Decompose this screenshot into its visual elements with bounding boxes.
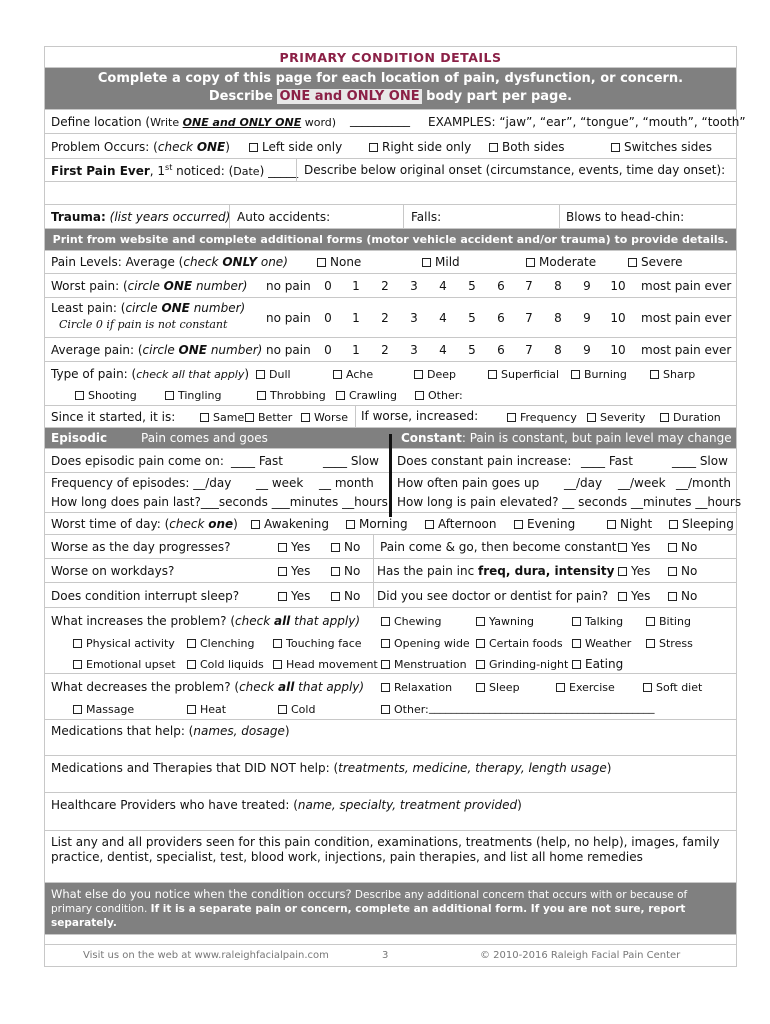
scale-number[interactable]: 3 [410, 343, 418, 357]
form-title: PRIMARY CONDITION DETAILS [44, 46, 737, 68]
pain-increase-no-checkbox[interactable]: No [668, 564, 697, 578]
notice-sub: Describe any additional concern that occurs with or because of primary condition. [51, 889, 688, 915]
scale-number[interactable]: 7 [525, 279, 533, 293]
worse-day-label: Worse as the day progresses? [51, 540, 231, 554]
scale-number[interactable]: 5 [468, 343, 476, 357]
constant-slow-field[interactable]: ____ Slow [672, 454, 728, 468]
episodic-label: Episodic [51, 431, 108, 445]
providers-field[interactable] [44, 793, 737, 831]
time-night-checkbox[interactable]: Night [607, 517, 652, 531]
pain-levels-row [44, 251, 737, 274]
inc-weather-checkbox[interactable]: Weather [572, 637, 631, 650]
inc-physical-checkbox[interactable]: Physical activity [73, 637, 175, 650]
since-worse-checkbox[interactable]: Worse [301, 411, 348, 424]
inc-menstruation-checkbox[interactable]: Menstruation [381, 658, 467, 671]
inc-chewing-checkbox[interactable]: Chewing [381, 615, 441, 628]
type-throbbing-checkbox[interactable]: Throbbing [257, 389, 326, 402]
first-pain-row [44, 159, 737, 182]
pain-levels-label: Pain Levels: Average (check ONLY one) [51, 255, 288, 269]
banner-highlight: ONE and ONLY ONE [279, 89, 420, 104]
least-pain-row [44, 298, 737, 338]
type-deep-checkbox[interactable]: Deep [414, 368, 456, 381]
inc-opening-checkbox[interactable]: Opening wide [381, 637, 470, 650]
notice-band [44, 883, 737, 935]
banner-line-2 [45, 88, 736, 106]
scale-number[interactable]: 0 [324, 311, 332, 325]
least-pain-note: Circle 0 if pain is not constant [59, 318, 228, 331]
since-label: Since it started, it is: [51, 410, 176, 424]
occurs-row [44, 134, 737, 159]
inc-biting-checkbox[interactable]: Biting [646, 615, 691, 628]
type-sharp-checkbox[interactable]: Sharp [650, 368, 695, 381]
dec-other-checkbox[interactable]: Other: [381, 703, 429, 716]
average-pain-label: Average pain: (circle ONE number) [51, 343, 263, 357]
inc-clenching-checkbox[interactable]: Clenching [187, 637, 255, 650]
since-severity-checkbox[interactable]: Severity [587, 411, 645, 424]
onset-answer-field[interactable] [44, 182, 737, 205]
saw-doctor-label: Did you see doctor or dentist for pain? [377, 589, 609, 603]
scale-number[interactable]: 1 [352, 279, 360, 293]
inc-stress-checkbox[interactable]: Stress [646, 637, 693, 650]
scale-high-label: most pain ever [641, 311, 732, 325]
footer-copyright: © 2010-2016 Raleigh Facial Pain Center [480, 950, 681, 961]
inc-talking-checkbox[interactable]: Talking [572, 615, 623, 628]
time-awakening-checkbox[interactable]: Awakening [251, 517, 329, 531]
yesno-row-2 [44, 559, 737, 583]
occurs-both-checkbox[interactable]: Both sides [489, 140, 565, 154]
decreases-label: What decreases the problem? (check all that apply) [51, 680, 365, 694]
scale-number[interactable]: 3 [410, 311, 418, 325]
scale-number[interactable]: 8 [554, 279, 562, 293]
time-sleeping-checkbox[interactable]: Sleeping [669, 517, 734, 531]
scale-number[interactable]: 6 [497, 311, 505, 325]
occurs-left-checkbox[interactable]: Left side only [249, 140, 342, 154]
goes-up-week-field[interactable]: __/week [618, 476, 666, 490]
banner-line-1: Complete a copy of this page for each location of pain, dysfunction, or concern. [97, 71, 684, 86]
time-afternoon-checkbox[interactable]: Afternoon [425, 517, 497, 531]
location-label: Define location (Write ONE and ONLY ONE word) [51, 115, 337, 129]
constant-fast-field[interactable]: ____ Fast [581, 454, 633, 468]
if-worse-label: If worse, increased: [361, 409, 479, 423]
scale-number[interactable]: 0 [324, 343, 332, 357]
scale-number[interactable]: 10 [610, 279, 626, 293]
scale-number[interactable]: 2 [381, 279, 389, 293]
scale-number[interactable]: 3 [410, 279, 418, 293]
pain-type-label: Type of pain: (check all that apply) [51, 367, 250, 381]
scale-number[interactable]: 4 [439, 279, 447, 293]
yesno-row-3 [44, 583, 737, 608]
meds-help-field[interactable] [44, 720, 737, 756]
scale-number[interactable]: 8 [554, 343, 562, 357]
worse-workdays-label: Worse on workdays? [51, 564, 175, 578]
inc-yawning-checkbox[interactable]: Yawning [476, 615, 534, 628]
scale-number[interactable]: 7 [525, 343, 533, 357]
scale-number[interactable]: 10 [610, 311, 626, 325]
pain-type-row [44, 362, 737, 406]
episodic-desc: Pain comes and goes [141, 431, 268, 445]
meds-help-label: Medications that help: (names, dosage) [51, 724, 290, 738]
come-go-yes-checkbox[interactable]: Yes [618, 540, 650, 554]
print-forms-band: Print from website and complete additional forms (motor vehicle accident and/or trauma) to provide details. [44, 229, 737, 251]
scale-low-label: no pain [266, 311, 311, 325]
decreases-row [44, 674, 737, 720]
location-row [44, 110, 746, 134]
footer [44, 945, 737, 967]
level-moderate-checkbox[interactable]: Moderate [526, 255, 596, 269]
scale-number[interactable]: 1 [352, 343, 360, 357]
column-divider [389, 434, 392, 517]
scale-number[interactable]: 4 [439, 311, 447, 325]
inc-touching-checkbox[interactable]: Touching face [273, 637, 362, 650]
worst-pain-row [44, 274, 737, 298]
falls-field[interactable]: Falls: [411, 210, 442, 224]
inc-emotional-checkbox[interactable]: Emotional upset [73, 658, 176, 671]
type-ache-checkbox[interactable]: Ache [333, 368, 373, 381]
scale-number[interactable]: 7 [525, 311, 533, 325]
list-providers-label: List any and all providers seen for this pain condition, examinations, treatments (help, no help), images, family practice, dentist, specialist, test, blood work, injections, pain therapies, and list all home remedies [51, 835, 720, 864]
scale-number[interactable]: 9 [583, 279, 591, 293]
since-duration-checkbox[interactable]: Duration [660, 411, 721, 424]
location-input[interactable]: __________ [350, 113, 410, 127]
worse-day-yes-checkbox[interactable]: Yes [278, 540, 310, 554]
time-morning-checkbox[interactable]: Morning [346, 517, 408, 531]
episodic-slow-field[interactable]: ____ Slow [323, 454, 379, 468]
level-severe-checkbox[interactable]: Severe [628, 255, 683, 269]
inc-eating-checkbox[interactable]: Eating [572, 657, 623, 671]
yesno-row-1 [44, 535, 737, 559]
saw-doctor-yes-checkbox[interactable]: Yes [618, 589, 650, 603]
scale-number[interactable]: 6 [497, 343, 505, 357]
occurs-switch-checkbox[interactable]: Switches sides [611, 140, 712, 154]
occurs-right-checkbox[interactable]: Right side only [369, 140, 471, 154]
level-mild-checkbox[interactable]: Mild [422, 255, 460, 269]
scale-number[interactable]: 8 [554, 311, 562, 325]
type-superficial-checkbox[interactable]: Superficial [488, 368, 559, 381]
onset-label: Describe below original onset (circumstance, events, time day onset): [304, 163, 726, 177]
scale-number[interactable]: 2 [381, 343, 389, 357]
average-pain-row [44, 338, 737, 362]
episodic-fast-field[interactable]: ____ Fast [231, 454, 283, 468]
dec-exercise-checkbox[interactable]: Exercise [556, 681, 615, 694]
dec-relaxation-checkbox[interactable]: Relaxation [381, 681, 452, 694]
episodes-month-field[interactable]: __ month [319, 476, 374, 490]
episodes-week-field[interactable]: __ week [256, 476, 304, 490]
inc-head-movement-checkbox[interactable]: Head movement [273, 658, 378, 671]
type-tingling-checkbox[interactable]: Tingling [165, 389, 221, 402]
scale-number[interactable]: 9 [583, 311, 591, 325]
interrupt-sleep-label: Does condition interrupt sleep? [51, 589, 240, 603]
scale-low-label: no pain [266, 343, 311, 357]
list-providers-field[interactable] [44, 831, 737, 883]
trauma-row [44, 205, 737, 229]
since-row [44, 406, 737, 428]
constant-label: Constant: Pain is constant, but pain level may change [401, 431, 732, 445]
saw-doctor-no-checkbox[interactable]: No [668, 589, 697, 603]
workdays-yes-checkbox[interactable]: Yes [278, 564, 310, 578]
scale-number[interactable]: 1 [352, 311, 360, 325]
time-evening-checkbox[interactable]: Evening [514, 517, 575, 531]
sleep-no-checkbox[interactable]: No [331, 589, 360, 603]
scale-number[interactable]: 0 [324, 279, 332, 293]
notice-bold: If it is a separate pain or concern, complete an additional form. If you are not sure, report separately. [51, 903, 686, 929]
episodic-come-on-label: Does episodic pain come on: [51, 454, 224, 468]
first-pain-label: First Pain Ever, 1st noticed: (Date) _____ [51, 163, 299, 178]
level-none-checkbox[interactable]: None [317, 255, 361, 269]
type-shooting-checkbox[interactable]: Shooting [75, 389, 137, 402]
inc-grinding-checkbox[interactable]: Grinding-night [476, 658, 568, 671]
inc-foods-checkbox[interactable]: Certain foods [476, 637, 563, 650]
dec-other-field[interactable]: _________________________________________ [429, 701, 655, 714]
auto-accidents-field[interactable]: Auto accidents: [237, 210, 331, 224]
since-better-checkbox[interactable]: Better [245, 411, 292, 424]
constant-increase-label: Does constant pain increase: [397, 454, 572, 468]
increases-label: What increases the problem? (check all that apply) [51, 614, 360, 628]
since-same-checkbox[interactable]: Same [200, 411, 244, 424]
sleep-yes-checkbox[interactable]: Yes [278, 589, 310, 603]
scale-number[interactable]: 2 [381, 311, 389, 325]
scale-number[interactable]: 5 [468, 279, 476, 293]
pain-last-field[interactable]: How long does pain last?___seconds ___minutes __hours [51, 495, 388, 509]
instructions-banner [44, 68, 737, 110]
worse-day-no-checkbox[interactable]: No [331, 540, 360, 554]
trauma-label: Trauma: (list years occurred) [51, 210, 231, 224]
dec-cold-checkbox[interactable]: Cold [278, 703, 315, 716]
scale-number[interactable]: 4 [439, 343, 447, 357]
worst-pain-label: Worst pain: (circle ONE number) [51, 279, 248, 293]
scale-number[interactable]: 5 [468, 311, 476, 325]
dec-soft-diet-checkbox[interactable]: Soft diet [643, 681, 702, 694]
come-go-label: Pain come & go, then become constant [380, 540, 617, 554]
type-crawling-checkbox[interactable]: Crawling [336, 389, 397, 402]
least-pain-label: Least pain: (circle ONE number) [51, 301, 246, 315]
type-burning-checkbox[interactable]: Burning [571, 368, 627, 381]
therapies-label: Medications and Therapies that DID NOT help: (treatments, medicine, therapy, length usage) [51, 761, 612, 775]
pain-increase-label: Has the pain inc freq, dura, intensity [377, 564, 615, 578]
workdays-no-checkbox[interactable]: No [331, 564, 360, 578]
goes-up-day-field[interactable]: __/day [564, 476, 603, 490]
dec-massage-checkbox[interactable]: Massage [73, 703, 134, 716]
notice-answer-field[interactable] [44, 935, 737, 945]
footer-website: Visit us on the web at www.raleighfacialpain.com [83, 950, 329, 961]
scale-low-label: no pain [266, 279, 311, 293]
scale-number[interactable]: 10 [610, 343, 626, 357]
type-other-checkbox[interactable]: Other: [415, 389, 463, 402]
inc-cold-liquids-checkbox[interactable]: Cold liquids [187, 658, 264, 671]
worst-time-label: Worst time of day: (check one) [51, 517, 238, 531]
blows-field[interactable]: Blows to head-chin: [566, 210, 685, 224]
occurs-label: Problem Occurs: (check ONE) [51, 140, 230, 154]
banner-text-end: body part per page. [421, 89, 573, 104]
location-examples: EXAMPLES: “jaw”, “ear”, “tongue”, “mouth”, “tooth” [428, 115, 746, 129]
notice-question: What else do you notice when the condition occurs? [51, 887, 352, 901]
page-number: 3 [382, 950, 389, 961]
dec-sleep-checkbox[interactable]: Sleep [476, 681, 520, 694]
scale-high-label: most pain ever [641, 279, 732, 293]
scale-number[interactable]: 9 [583, 343, 591, 357]
come-go-no-checkbox[interactable]: No [668, 540, 697, 554]
banner-text: Describe [208, 89, 278, 104]
scale-high-label: most pain ever [641, 343, 732, 357]
increases-row [44, 608, 737, 674]
goes-up-label: How often pain goes up [397, 476, 540, 490]
therapies-field[interactable] [44, 756, 737, 793]
pain-increase-yes-checkbox[interactable]: Yes [618, 564, 650, 578]
providers-label: Healthcare Providers who have treated: (name, specialty, treatment provided) [51, 798, 522, 812]
pain-elevated-field[interactable]: How long is pain elevated? __ seconds __minutes __hours [397, 495, 742, 509]
dec-heat-checkbox[interactable]: Heat [187, 703, 226, 716]
episodes-frequency-field[interactable]: Frequency of episodes: __/day [51, 476, 232, 490]
since-frequency-checkbox[interactable]: Frequency [507, 411, 577, 424]
scale-number[interactable]: 6 [497, 279, 505, 293]
type-dull-checkbox[interactable]: Dull [256, 368, 291, 381]
goes-up-month-field[interactable]: __/month [676, 476, 731, 490]
